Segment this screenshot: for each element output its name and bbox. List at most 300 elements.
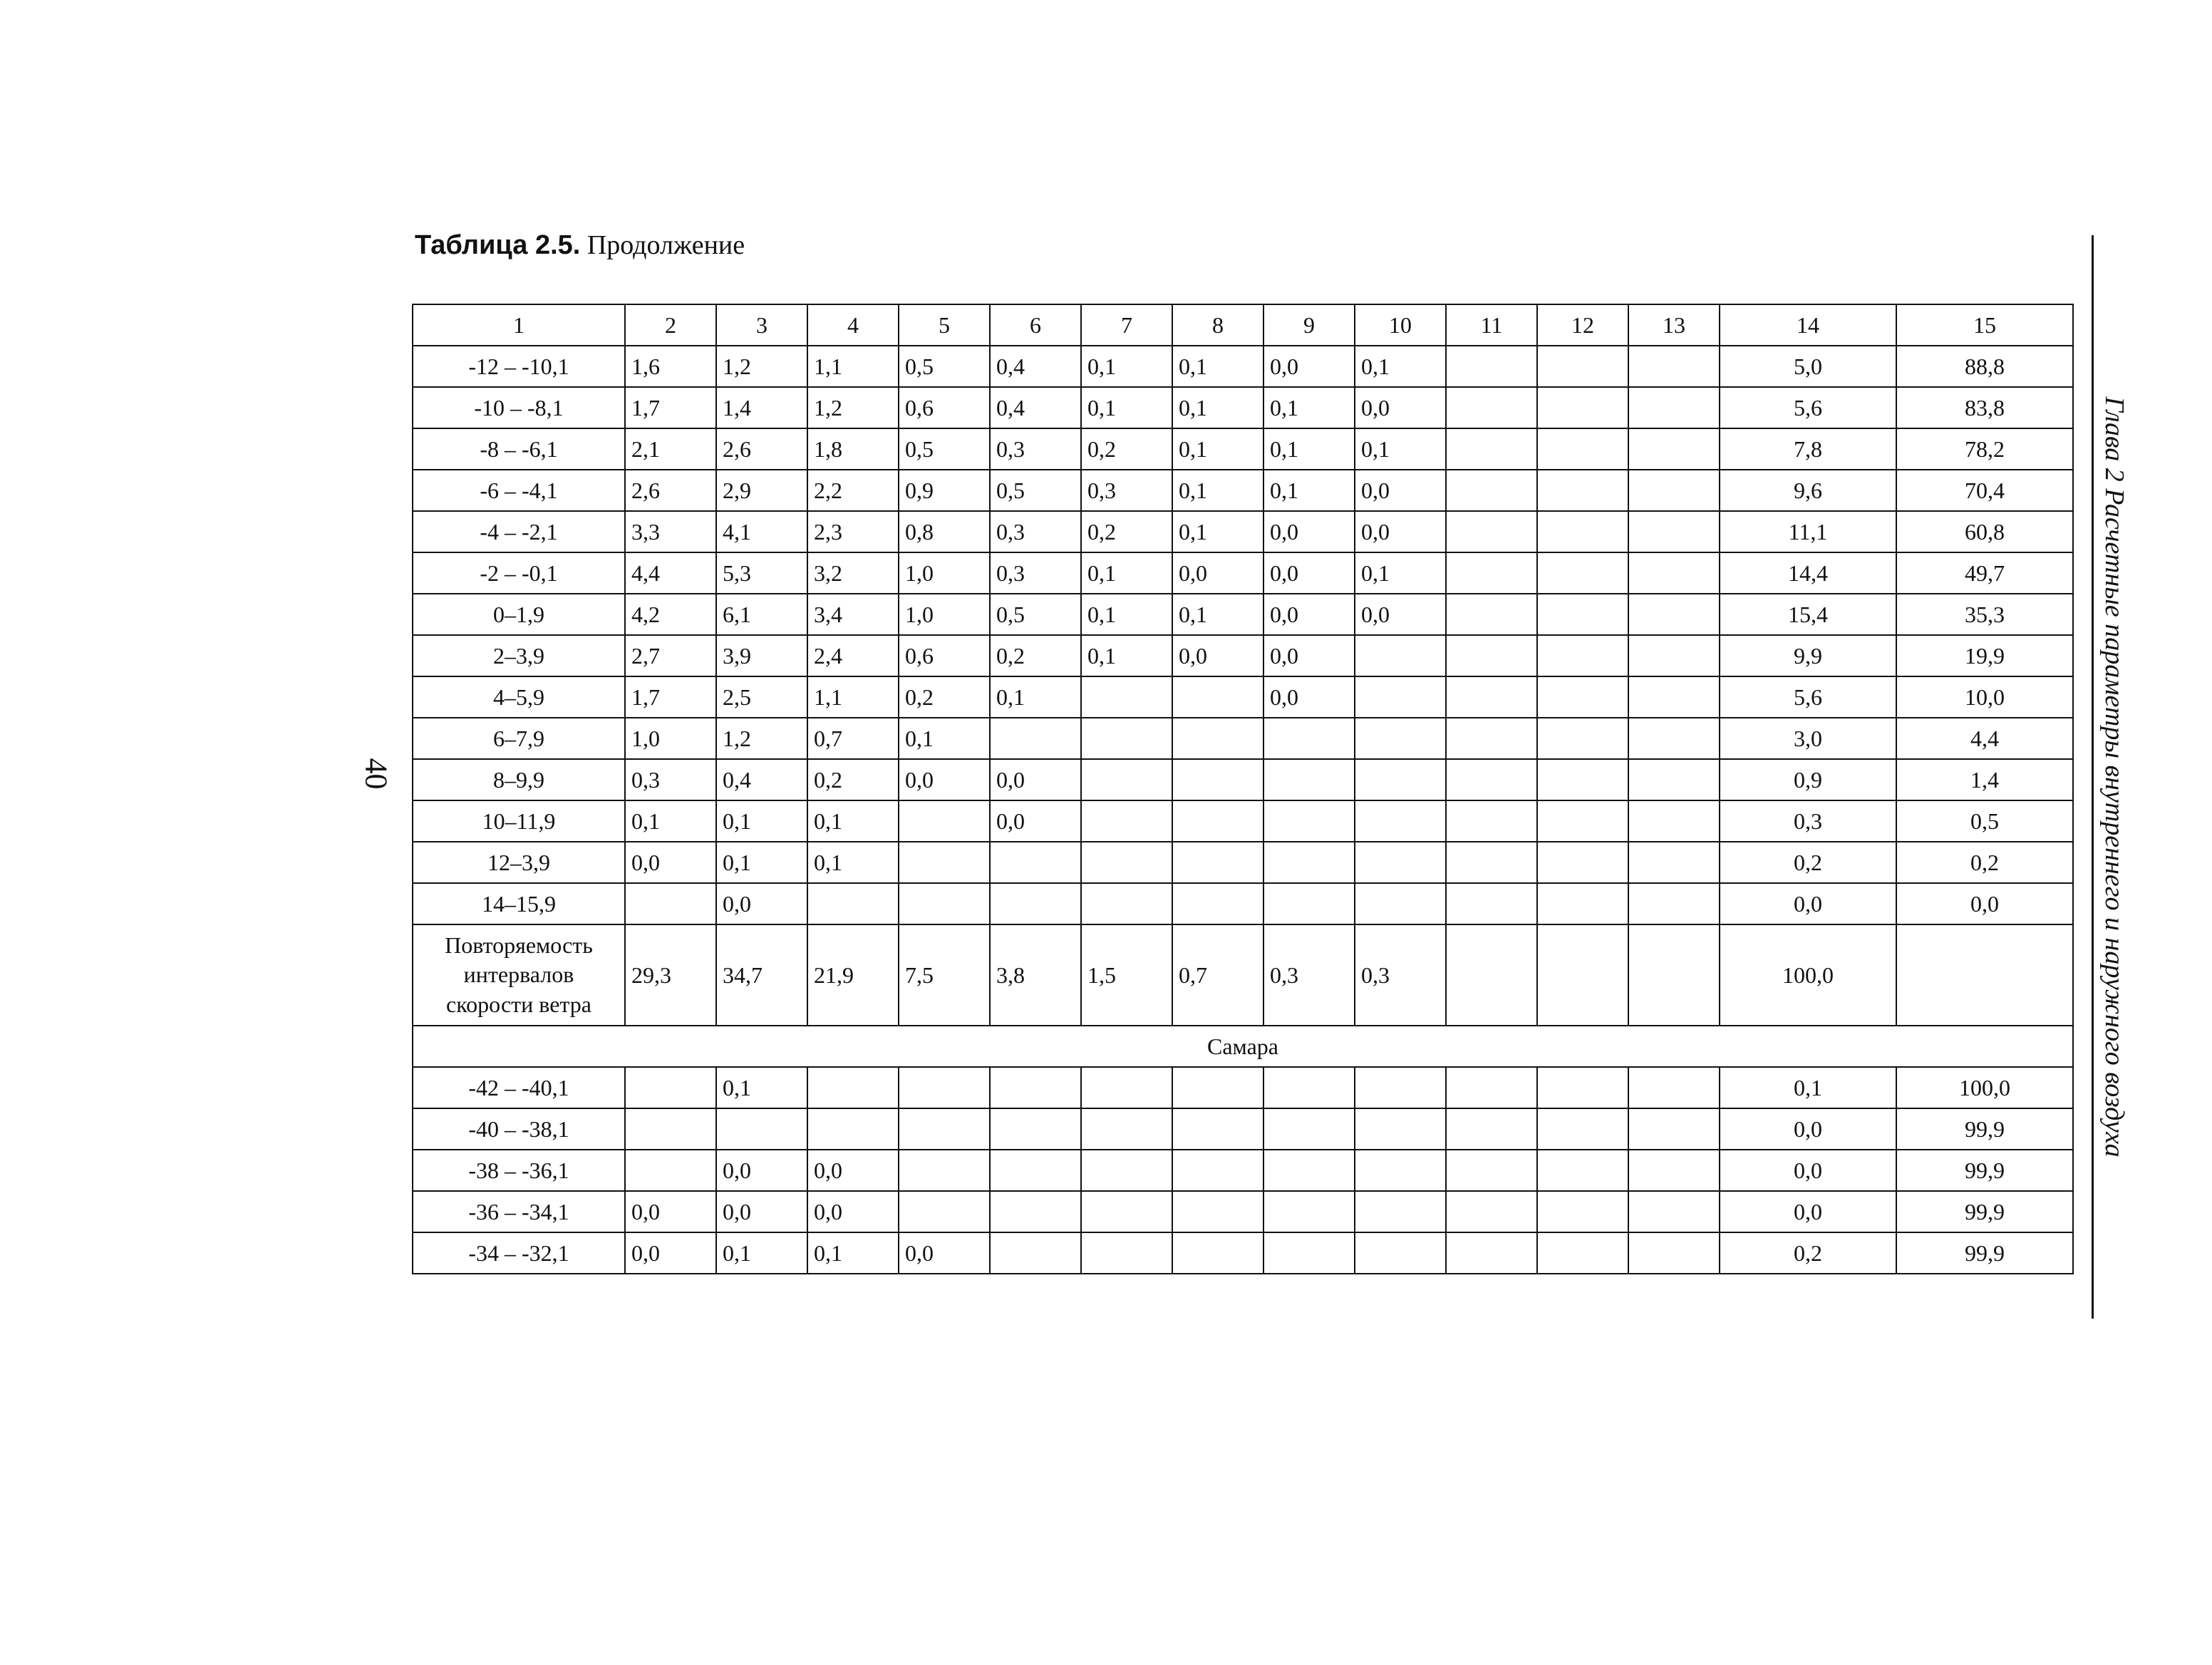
table-cell: 11,1 (1720, 511, 1896, 552)
table-cell: 0,1 (1081, 635, 1172, 676)
table-cell: 100,0 (1720, 924, 1896, 1026)
table-cell: 0,1 (1172, 594, 1263, 635)
table-cell: 0,6 (899, 387, 990, 428)
table-cell (807, 1108, 899, 1150)
table-cell (1628, 470, 1720, 511)
table-cell (1081, 1191, 1172, 1232)
table-cell (1537, 470, 1628, 511)
table-caption (415, 230, 745, 261)
table-cell (1537, 924, 1628, 1026)
table-cell (899, 842, 990, 883)
table-cell: 0,1 (1263, 428, 1355, 470)
table-cell: 0,1 (1355, 346, 1446, 387)
table-cell: 99,9 (1896, 1191, 2073, 1232)
table-cell (1628, 1108, 1720, 1150)
table-cell (990, 1067, 1081, 1108)
table-cell: 0,2 (990, 635, 1081, 676)
table-cell (1537, 346, 1628, 387)
table-cell (1081, 883, 1172, 924)
table-cell: 99,9 (1896, 1108, 2073, 1150)
interval-cell: 2–3,9 (413, 635, 625, 676)
table-cell (1628, 594, 1720, 635)
table-cell (807, 1067, 899, 1108)
table-cell (1537, 1150, 1628, 1191)
table-cell: 0,1 (807, 800, 899, 842)
table-cell (1172, 759, 1263, 800)
repeat-label-cell (413, 924, 625, 1026)
table-cell (1628, 511, 1720, 552)
interval-cell: 1 (413, 304, 625, 346)
table-cell (1172, 1108, 1263, 1150)
table-cell: 1,1 (807, 346, 899, 387)
table-cell (1628, 1150, 1720, 1191)
table-cell: 1,4 (716, 387, 807, 428)
table-cell (1446, 1191, 1537, 1232)
table-cell: 0,1 (1081, 387, 1172, 428)
interval-cell: -4 – -2,1 (413, 511, 625, 552)
table-cell: 99,9 (1896, 1232, 2073, 1274)
table-cell: 0,1 (1172, 470, 1263, 511)
table-cell: 0,1 (716, 800, 807, 842)
table-cell: 0,5 (899, 346, 990, 387)
table-cell (1355, 1232, 1446, 1274)
table-cell: 0,1 (1172, 346, 1263, 387)
table-cell (1537, 1191, 1628, 1232)
table-cell (1537, 676, 1628, 718)
table-cell: 2,5 (716, 676, 807, 718)
table-cell (1446, 511, 1537, 552)
table-cell: 0,1 (1263, 387, 1355, 428)
interval-cell: 8–9,9 (413, 759, 625, 800)
table-cell: 0,0 (1355, 594, 1446, 635)
table-cell: 0,0 (716, 1150, 807, 1191)
table-cell (1537, 552, 1628, 594)
table-cell (1628, 346, 1720, 387)
table-row (413, 1232, 2073, 1274)
table-cell (1263, 718, 1355, 759)
table-cell: 0,5 (990, 470, 1081, 511)
table-cell (1628, 1232, 1720, 1274)
table-cell (1263, 1150, 1355, 1191)
table-cell: 0,4 (990, 346, 1081, 387)
table-cell: 2,3 (807, 511, 899, 552)
table-cell: 1,6 (625, 346, 716, 387)
table-cell: 0,0 (1720, 883, 1896, 924)
table-cell: 0,0 (1263, 676, 1355, 718)
interval-cell: 6–7,9 (413, 718, 625, 759)
table-row (413, 346, 2073, 387)
table-cell: 0,0 (1172, 635, 1263, 676)
table-cell: 0,2 (1081, 511, 1172, 552)
table-cell: 14 (1720, 304, 1896, 346)
table-cell: 49,7 (1896, 552, 2073, 594)
table-cell: 15,4 (1720, 594, 1896, 635)
table-cell (1172, 1191, 1263, 1232)
table-cell: 12 (1537, 304, 1628, 346)
table-cell (625, 883, 716, 924)
table-cell (1172, 1067, 1263, 1108)
table-cell (990, 1232, 1081, 1274)
table-cell: 0,9 (899, 470, 990, 511)
table-cell: 0,0 (990, 759, 1081, 800)
interval-cell: -42 – -40,1 (413, 1067, 625, 1108)
table-cell (1628, 552, 1720, 594)
table-cell (1081, 676, 1172, 718)
table-cell: 2,9 (716, 470, 807, 511)
table-cell (1446, 1108, 1537, 1150)
table-cell (1263, 1108, 1355, 1150)
table-cell: 0,5 (990, 594, 1081, 635)
table-cell (1628, 924, 1720, 1026)
table-cell: 1,1 (807, 676, 899, 718)
table-cell (1172, 883, 1263, 924)
repeat-label: Повторяемость интервалов скорости ветра (445, 932, 593, 1017)
table-cell (1537, 800, 1628, 842)
table-cell: 0,1 (1081, 594, 1172, 635)
table-cell (1263, 1191, 1355, 1232)
table-cell: 0,4 (990, 387, 1081, 428)
table-cell: 0,0 (716, 883, 807, 924)
table-cell: 4 (807, 304, 899, 346)
table-cell: 0,2 (1720, 842, 1896, 883)
table-cell (1628, 428, 1720, 470)
table-caption-text: Продолжение (580, 230, 745, 260)
table-cell (1081, 1150, 1172, 1191)
table-cell (990, 718, 1081, 759)
table-cell: 2,1 (625, 428, 716, 470)
table-cell (1355, 883, 1446, 924)
table-cell: 0,0 (716, 1191, 807, 1232)
table-cell: 2,6 (716, 428, 807, 470)
table-cell (1537, 1232, 1628, 1274)
table-cell: 88,8 (1896, 346, 2073, 387)
section-title: Самара (413, 1026, 2073, 1067)
table-cell (990, 1191, 1081, 1232)
table-cell: 2,7 (625, 635, 716, 676)
table-cell: 0,3 (1355, 924, 1446, 1026)
table-cell: 0,0 (807, 1150, 899, 1191)
table-cell (1628, 718, 1720, 759)
table-cell: 0,0 (1355, 470, 1446, 511)
table-cell (899, 800, 990, 842)
interval-cell: -12 – -10,1 (413, 346, 625, 387)
interval-cell: -38 – -36,1 (413, 1150, 625, 1191)
table-cell (1355, 1150, 1446, 1191)
table-cell: 0,1 (1263, 470, 1355, 511)
table-cell: 0,3 (1720, 800, 1896, 842)
table-cell: 9 (1263, 304, 1355, 346)
table-cell: 1,2 (807, 387, 899, 428)
table-cell (716, 1108, 807, 1150)
table-cell: 9,9 (1720, 635, 1896, 676)
table-cell: 2,4 (807, 635, 899, 676)
table-cell (1628, 759, 1720, 800)
table-cell: 0,7 (807, 718, 899, 759)
table-cell (1628, 1067, 1720, 1108)
table-cell: 8 (1172, 304, 1263, 346)
table-cell (1263, 800, 1355, 842)
interval-cell: 4–5,9 (413, 676, 625, 718)
table-cell (1172, 676, 1263, 718)
interval-cell: 0–1,9 (413, 594, 625, 635)
repeat-row (413, 924, 2073, 1026)
table-cell: 1,0 (899, 594, 990, 635)
table-cell: 21,9 (807, 924, 899, 1026)
table-row (413, 1191, 2073, 1232)
table-cell: 0,1 (1355, 428, 1446, 470)
section-row (413, 1026, 2073, 1067)
table-cell: 0,1 (1355, 552, 1446, 594)
table-cell: 1,5 (1081, 924, 1172, 1026)
table-cell: 4,4 (1896, 718, 2073, 759)
table-cell (1537, 511, 1628, 552)
table-cell: 13 (1628, 304, 1720, 346)
table-cell: 0,1 (716, 1067, 807, 1108)
table-cell: 3,2 (807, 552, 899, 594)
table-cell (1446, 1067, 1537, 1108)
table-cell: 1,4 (1896, 759, 2073, 800)
header-row (413, 304, 2073, 346)
table-cell: 0,1 (807, 842, 899, 883)
table-cell (990, 1150, 1081, 1191)
table-row (413, 428, 2073, 470)
table-cell: 0,0 (990, 800, 1081, 842)
table-cell (1446, 883, 1537, 924)
table-cell (1172, 800, 1263, 842)
table-cell: 2,6 (625, 470, 716, 511)
table-cell: 99,9 (1896, 1150, 2073, 1191)
table-cell (1537, 759, 1628, 800)
table-cell (1081, 800, 1172, 842)
table-cell: 0,1 (1720, 1067, 1896, 1108)
table-cell (1537, 594, 1628, 635)
table-cell (1537, 883, 1628, 924)
table-cell (1537, 428, 1628, 470)
table-cell: 5 (899, 304, 990, 346)
table-cell (1537, 635, 1628, 676)
table-cell: 0,1 (1081, 346, 1172, 387)
table-row (413, 842, 2073, 883)
table-cell: 83,8 (1896, 387, 2073, 428)
table-cell: 14,4 (1720, 552, 1896, 594)
table-row (413, 1108, 2073, 1150)
table-cell: 5,0 (1720, 346, 1896, 387)
table-cell (1446, 924, 1537, 1026)
table-cell (1446, 635, 1537, 676)
table-cell (625, 1067, 716, 1108)
table-row (413, 718, 2073, 759)
interval-cell: -2 – -0,1 (413, 552, 625, 594)
table-cell: 0,0 (625, 842, 716, 883)
table-cell: 7,5 (899, 924, 990, 1026)
table-cell: 0,2 (1081, 428, 1172, 470)
table-row (413, 470, 2073, 511)
table-cell (625, 1108, 716, 1150)
table-cell: 1,2 (716, 346, 807, 387)
table-cell: 0,0 (1720, 1191, 1896, 1232)
table-cell: 0,0 (1263, 511, 1355, 552)
running-head-text: Глава 2 Расчетные параметры внутреннего и наружного воздуха (2099, 396, 2129, 1158)
table-cell: 0,3 (1081, 470, 1172, 511)
table-cell: 0,1 (625, 800, 716, 842)
table-cell: 0,0 (899, 1232, 990, 1274)
table-cell (1537, 1067, 1628, 1108)
table-cell: 0,0 (1896, 883, 2073, 924)
table-cell: 0,1 (1081, 552, 1172, 594)
table-cell (1172, 1150, 1263, 1191)
table-cell: 34,7 (716, 924, 807, 1026)
table-cell: 0,5 (899, 428, 990, 470)
table-cell: 0,3 (1263, 924, 1355, 1026)
table-cell: 6 (990, 304, 1081, 346)
interval-cell: 10–11,9 (413, 800, 625, 842)
table-cell (1896, 924, 2073, 1026)
table-cell: 0,7 (1172, 924, 1263, 1026)
table-cell (1355, 1108, 1446, 1150)
table-cell (1446, 1232, 1537, 1274)
table-cell (1446, 800, 1537, 842)
table-cell: 0,3 (990, 428, 1081, 470)
table-cell (1446, 428, 1537, 470)
table-cell: 0,5 (1896, 800, 2073, 842)
table-cell (1446, 552, 1537, 594)
table-cell: 0,1 (899, 718, 990, 759)
table-cell: 0,1 (807, 1232, 899, 1274)
table-cell (1446, 1150, 1537, 1191)
table-cell: 1,2 (716, 718, 807, 759)
table-cell (1446, 470, 1537, 511)
table-cell: 100,0 (1896, 1067, 2073, 1108)
interval-cell: -10 – -8,1 (413, 387, 625, 428)
table-cell (807, 883, 899, 924)
interval-cell: -6 – -4,1 (413, 470, 625, 511)
table-row (413, 387, 2073, 428)
table-row (413, 552, 2073, 594)
table-cell (1172, 1232, 1263, 1274)
table-cell (1446, 594, 1537, 635)
table-row (413, 511, 2073, 552)
table-cell: 0,2 (1720, 1232, 1896, 1274)
wind-speed-table (412, 304, 2074, 1274)
table-cell (1081, 1067, 1172, 1108)
table-cell: 0,3 (990, 552, 1081, 594)
table-cell (899, 1150, 990, 1191)
table-cell: 29,3 (625, 924, 716, 1026)
table-cell: 1,7 (625, 387, 716, 428)
table-cell: 4,4 (625, 552, 716, 594)
table-cell (1628, 387, 1720, 428)
table-row (413, 676, 2073, 718)
table-row (413, 635, 2073, 676)
table-cell: 0,2 (807, 759, 899, 800)
table-cell: 11 (1446, 304, 1537, 346)
table-row (413, 759, 2073, 800)
table-cell (1446, 346, 1537, 387)
table-cell (1355, 676, 1446, 718)
table-cell (1628, 842, 1720, 883)
table-cell (1081, 842, 1172, 883)
table-cell: 60,8 (1896, 511, 2073, 552)
table-cell: 3,0 (1720, 718, 1896, 759)
table-cell (1263, 883, 1355, 924)
table-cell (899, 1191, 990, 1232)
table-cell: 0,1 (1172, 511, 1263, 552)
table-cell: 0,8 (899, 511, 990, 552)
table-cell: 0,0 (625, 1191, 716, 1232)
table-cell: 9,6 (1720, 470, 1896, 511)
table-cell (1355, 635, 1446, 676)
table-cell: 0,2 (899, 676, 990, 718)
table-cell (1446, 718, 1537, 759)
table-cell (625, 1150, 716, 1191)
table-cell: 0,3 (625, 759, 716, 800)
table-cell: 0,0 (1720, 1150, 1896, 1191)
table-cell (1628, 1191, 1720, 1232)
table-cell: 2 (625, 304, 716, 346)
table-cell (1263, 1067, 1355, 1108)
table-cell (990, 842, 1081, 883)
table-cell: 70,4 (1896, 470, 2073, 511)
table-cell: 0,2 (1896, 842, 2073, 883)
table-cell (1446, 759, 1537, 800)
table-cell: 15 (1896, 304, 2073, 346)
table-cell: 3,9 (716, 635, 807, 676)
table-cell (1355, 1067, 1446, 1108)
table-cell: 7,8 (1720, 428, 1896, 470)
table-cell: 3 (716, 304, 807, 346)
table-cell (1081, 759, 1172, 800)
table-cell (1628, 635, 1720, 676)
table-cell: 7 (1081, 304, 1172, 346)
table-cell: 2,2 (807, 470, 899, 511)
table-cell (1355, 718, 1446, 759)
table-cell: 4,2 (625, 594, 716, 635)
table-cell: 4,1 (716, 511, 807, 552)
table-cell (899, 1108, 990, 1150)
table-cell: 0,0 (1720, 1108, 1896, 1150)
table-cell (1446, 676, 1537, 718)
table-cell (1355, 800, 1446, 842)
table-cell (899, 1067, 990, 1108)
table-cell (1628, 800, 1720, 842)
table-cell: 35,3 (1896, 594, 2073, 635)
table-cell: 0,1 (990, 676, 1081, 718)
interval-cell: -34 – -32,1 (413, 1232, 625, 1274)
table-cell (1537, 1108, 1628, 1150)
table-cell (1628, 676, 1720, 718)
table-cell (1355, 842, 1446, 883)
table-cell: 3,4 (807, 594, 899, 635)
table-cell: 5,3 (716, 552, 807, 594)
table-cell: 10,0 (1896, 676, 2073, 718)
table-row (413, 594, 2073, 635)
interval-cell: 12–3,9 (413, 842, 625, 883)
table-cell (1172, 718, 1263, 759)
table-cell (1537, 718, 1628, 759)
table-cell: 10 (1355, 304, 1446, 346)
running-head (2099, 235, 2130, 1319)
table-cell: 0,0 (1263, 552, 1355, 594)
table-cell (1446, 387, 1537, 428)
table-cell: 78,2 (1896, 428, 2073, 470)
table-cell: 0,1 (716, 842, 807, 883)
table-cell (1355, 759, 1446, 800)
interval-cell: -40 – -38,1 (413, 1108, 625, 1150)
table-cell (1081, 1108, 1172, 1150)
table-row (413, 800, 2073, 842)
table-cell: 0,0 (1263, 635, 1355, 676)
table-cell: 0,4 (716, 759, 807, 800)
